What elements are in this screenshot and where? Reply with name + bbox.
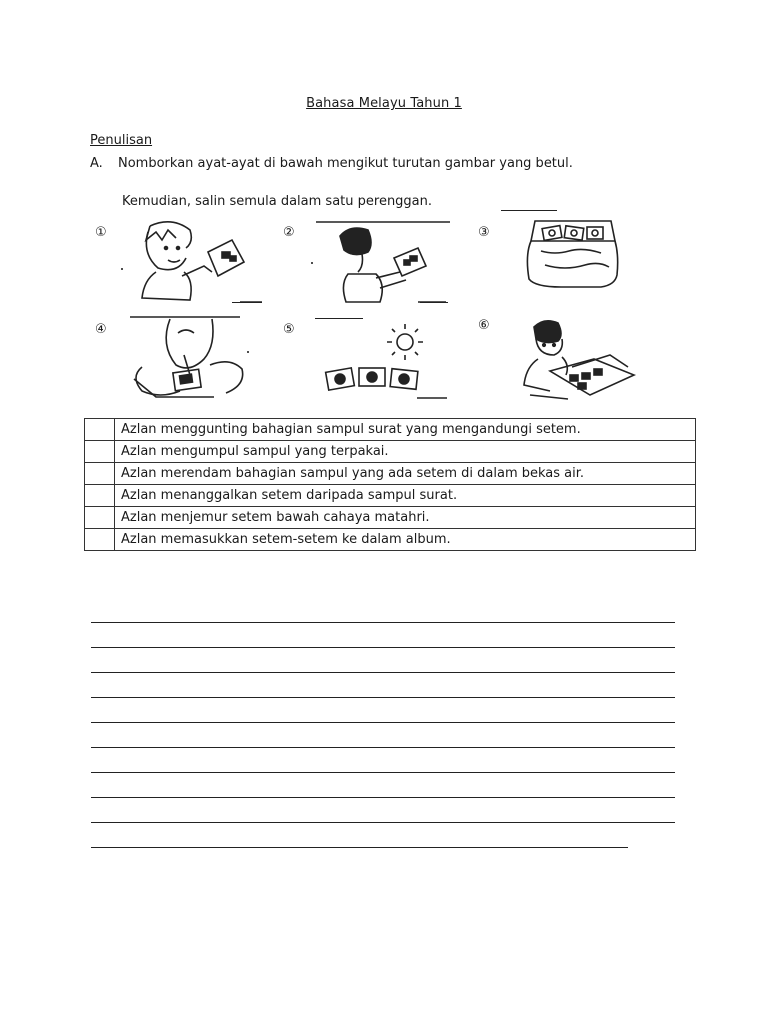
picture-label-5: ⑤ <box>283 322 295 337</box>
picture-blank-5-top <box>315 318 363 319</box>
number-box[interactable] <box>85 463 115 485</box>
writing-line[interactable] <box>91 822 675 823</box>
instruction-line-2: Kemudian, salin semula dalam satu perenggan. <box>122 194 433 209</box>
instruction-line-1: Nomborkan ayat-ayat di bawah mengikut turutan gambar yang betul. <box>118 156 573 171</box>
hands-peeling-stamp-icon <box>120 315 265 403</box>
boy-holding-envelope-icon <box>120 218 265 306</box>
number-box[interactable] <box>85 419 115 441</box>
sentence-table <box>84 418 696 551</box>
stamps-in-sun-icon <box>315 318 450 400</box>
question-letter: A. <box>90 156 103 171</box>
table-row <box>85 463 696 485</box>
table-row <box>85 507 696 529</box>
picture-blank-1 <box>232 302 262 303</box>
number-box[interactable] <box>85 507 115 529</box>
sentence-cell: Azlan menggunting bahagian sampul surat yang mengandungi setem. <box>115 419 696 441</box>
table-row <box>85 441 696 463</box>
writing-line[interactable] <box>91 772 675 773</box>
boy-cutting-envelope-icon <box>310 218 455 306</box>
table-row <box>85 529 696 551</box>
writing-line[interactable] <box>91 622 675 623</box>
writing-line[interactable] <box>91 847 628 848</box>
table-row <box>85 419 696 441</box>
sentence-cell: Azlan menanggalkan setem daripada sampul surat. <box>115 485 696 507</box>
section-heading: Penulisan <box>90 133 153 148</box>
water-container-icon <box>505 215 640 295</box>
sentence-cell: Azlan mengumpul sampul yang terpakai. <box>115 441 696 463</box>
sentence-cell: Azlan memasukkan setem-setem ke dalam album. <box>115 529 696 551</box>
answer-blank <box>501 210 557 211</box>
worksheet-title: Bahasa Melayu Tahun 1 <box>306 96 462 111</box>
picture-label-6: ⑥ <box>478 318 490 333</box>
writing-line[interactable] <box>91 747 675 748</box>
picture-label-3: ③ <box>478 225 490 240</box>
writing-line[interactable] <box>91 697 675 698</box>
picture-label-4: ④ <box>95 322 107 337</box>
picture-label-1: ① <box>95 225 107 240</box>
number-box[interactable] <box>85 485 115 507</box>
picture-label-2: ② <box>283 225 295 240</box>
writing-line[interactable] <box>91 797 675 798</box>
writing-line[interactable] <box>91 672 675 673</box>
writing-line[interactable] <box>91 722 675 723</box>
boy-with-album-icon <box>510 315 640 403</box>
number-box[interactable] <box>85 529 115 551</box>
sentence-cell: Azlan merendam bahagian sampul yang ada setem di dalam bekas air. <box>115 463 696 485</box>
writing-line[interactable] <box>91 647 675 648</box>
number-box[interactable] <box>85 441 115 463</box>
table-row <box>85 485 696 507</box>
picture-blank-2 <box>420 302 448 303</box>
sentence-cell: Azlan menjemur setem bawah cahaya matahri. <box>115 507 696 529</box>
